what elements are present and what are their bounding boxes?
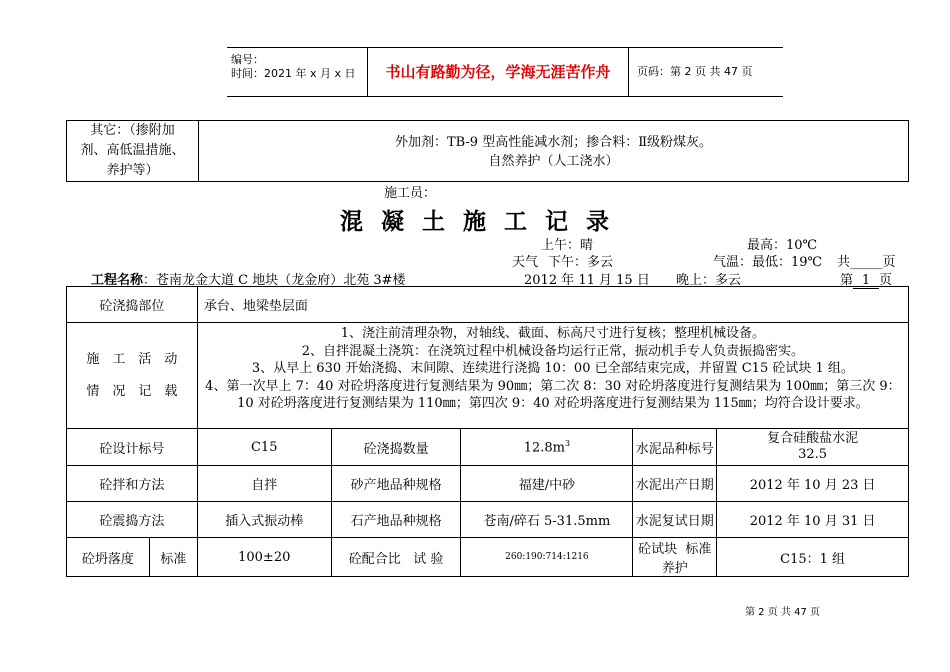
page-title: 混 凝 土 施 工 记 录 xyxy=(340,209,615,235)
qty-value-text: 12.8m xyxy=(523,440,565,456)
qty-value xyxy=(461,429,633,466)
block-label: 砼试块 xyxy=(638,542,678,557)
sand-label: 砂产地品种规格 xyxy=(331,466,461,502)
ratio-value: 260:190:714:1216 xyxy=(461,538,633,577)
activity-content xyxy=(197,323,908,429)
project-name: ：苍南龙金大道 C 地块（龙金府）北苑 3#楼 xyxy=(143,273,406,288)
other-content-line: 自然养护（人工浇水） xyxy=(488,154,619,169)
retest-label: 水泥复试日期 xyxy=(633,502,717,538)
cement-type-line: 复合硅酸盐水泥 xyxy=(767,431,859,446)
main-table xyxy=(66,286,909,577)
temp-high: 最高：10℃ xyxy=(747,238,818,253)
retest-value: 2012 年 10 月 31 日 xyxy=(717,502,909,538)
slogan: 书山有路勤为径，学海无涯苦作舟 xyxy=(367,48,629,96)
activity-line: 2、自拌混凝土浇筑：在浇筑过程中机械设备均运行正常，振动机手专人负责振捣密实。 xyxy=(301,343,805,359)
qty-value-sup: 3 xyxy=(564,438,571,448)
mix-label: 砼拌和方法 xyxy=(67,466,198,502)
constructor-label: 施工员： xyxy=(384,186,437,201)
other-content-line: 外加剂：TB-9 型高性能减水剂；掺合料：Ⅱ级粉煤灰。 xyxy=(394,135,713,150)
weather-evening: 晚上：多云 xyxy=(676,273,742,288)
cure-label: 标准养护 xyxy=(661,542,712,576)
activity-line: 3、从早上 630 开始浇捣、末间隙、连续进行浇捣 10：00 已全部结束完成，并留置 C15 砼试块 1 组。 xyxy=(251,361,854,376)
cement-type-label: 水泥品种标号 xyxy=(633,429,717,466)
activity-label-line: 施 工 活 动 xyxy=(86,351,178,367)
cement-date-value: 2012 年 10 月 23 日 xyxy=(717,466,909,502)
sand-value: 福建/中砂 xyxy=(461,466,633,502)
vibrate-value: 插入式振动棒 xyxy=(197,502,331,538)
header-meta xyxy=(227,48,365,96)
activity-label xyxy=(67,323,198,429)
part-value: 承台、地梁垫层面 xyxy=(197,287,908,323)
other-label-cell xyxy=(67,121,199,182)
table-row xyxy=(67,287,909,323)
cement-date-label: 水泥出产日期 xyxy=(633,466,717,502)
ratio-cell xyxy=(331,538,461,577)
activity-line: 4、第一次早上 7：40 对砼坍落度进行复测结果为 90㎜；第二次 8：30 对砼坍落度进行复测结果为 100㎜；第三次 9：10 对砼坍落度进行复测结果为 110㎜；第四次 9：40 对砼坍落度进行复测结果为 115㎜；均符合设计要求。 xyxy=(205,378,901,411)
standard-label: 标准 xyxy=(149,538,197,577)
weather-morning: 上午：晴 xyxy=(541,238,594,253)
project-label: 工程名称 xyxy=(91,273,144,288)
other-content-cell xyxy=(199,121,909,182)
table-row xyxy=(67,502,909,538)
other-label-line: 其它：（掺附加 xyxy=(90,123,175,138)
test-label: 试 验 xyxy=(413,551,444,567)
time-label: 时间：2021 年 x 月 x 日 xyxy=(231,67,356,80)
part-label: 砼浇捣部位 xyxy=(67,287,198,323)
page-num-value: 1 xyxy=(853,273,879,289)
page-num-suffix: 页 xyxy=(879,273,893,288)
weather-afternoon: 下午：多云 xyxy=(548,255,614,270)
table-row xyxy=(67,538,909,577)
mix-value: 自拌 xyxy=(197,466,331,502)
other-label-line: 剂、高低温措施、 xyxy=(80,143,185,158)
page-num-prefix: 第 xyxy=(840,273,854,288)
activity-line: 1、浇注前清理杂物，对轴线、截面、标高尺寸进行复核；整理机械设备。 xyxy=(340,326,766,341)
vibrate-label: 砼震捣方法 xyxy=(67,502,198,538)
document-header xyxy=(227,47,783,97)
slump-label: 砼坍落度 xyxy=(67,538,150,577)
stone-label: 石产地品种规格 xyxy=(331,502,461,538)
weather-label: 天气 xyxy=(512,255,539,270)
table-row xyxy=(67,429,909,466)
cement-type-line: 32.5 xyxy=(798,447,828,462)
block-cell xyxy=(633,538,717,577)
stone-value: 苍南/碎石 5-31.5mm xyxy=(461,502,633,538)
project-date: 2012 年 11 月 15 日 xyxy=(524,273,650,288)
ratio-label: 砼配合比 xyxy=(348,551,401,567)
total-pages: 共_____页 xyxy=(837,255,896,270)
block-value: C15：1 组 xyxy=(717,538,909,577)
temp-low: 气温：最低：19℃ xyxy=(713,255,823,270)
other-table xyxy=(66,120,909,182)
table-row xyxy=(67,323,909,429)
qty-label: 砼浇捣数量 xyxy=(331,429,461,466)
other-label-line: 养护等） xyxy=(106,163,159,178)
table-row xyxy=(67,466,909,502)
grade-label: 砼设计标号 xyxy=(67,429,198,466)
slump-value: 100±20 xyxy=(197,538,331,577)
grade-value: C15 xyxy=(197,429,331,466)
page-info: 页码：第 2 页 共 47 页 xyxy=(637,65,753,78)
cement-type-value xyxy=(717,429,909,466)
activity-label-line: 情 况 记 载 xyxy=(86,383,178,399)
number-label: 编号： xyxy=(231,53,264,66)
page-footer: 第 2 页 共 47 页 xyxy=(745,607,820,618)
